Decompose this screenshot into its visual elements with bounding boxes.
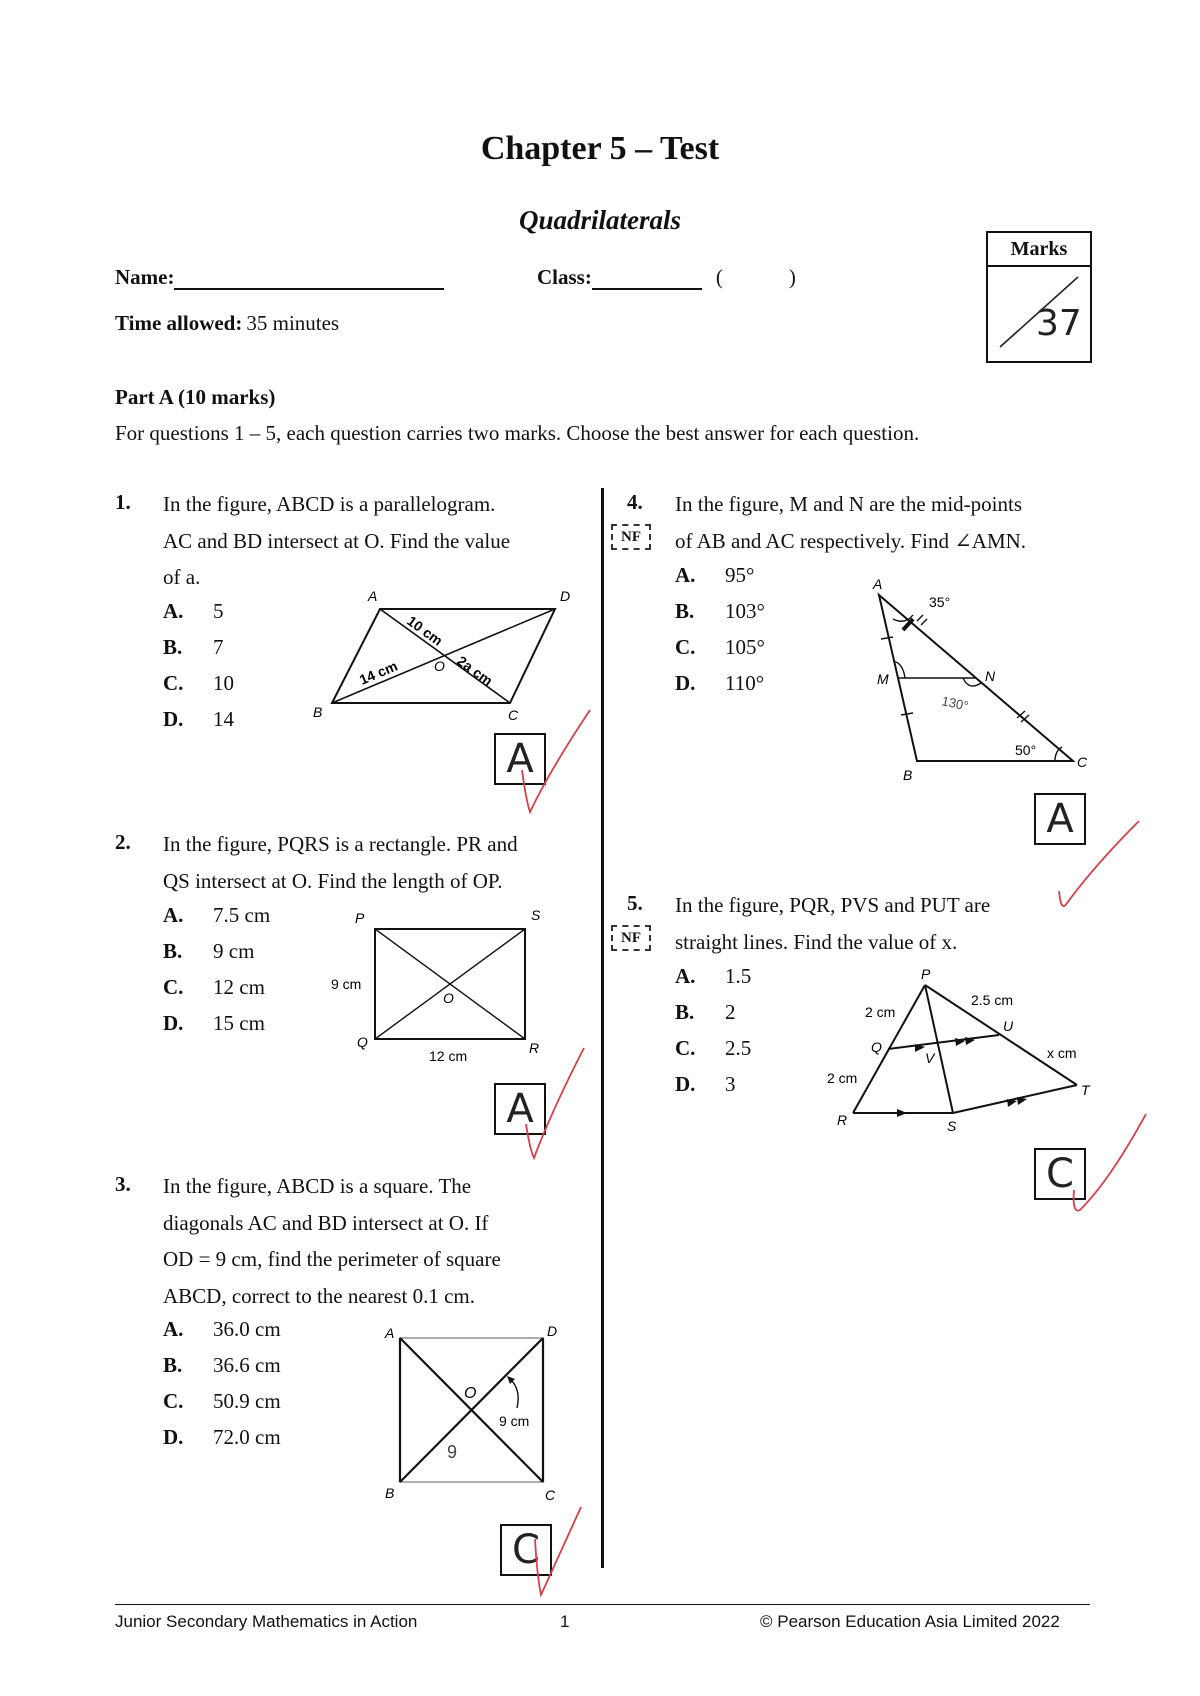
option-d-value: 14 xyxy=(213,707,234,731)
question-line: In the figure, PQR, PVS and PUT are xyxy=(675,893,991,917)
class-blank[interactable] xyxy=(592,266,702,290)
correct-tick-icon xyxy=(512,1040,592,1170)
correct-tick-icon xyxy=(510,700,600,825)
answer-box[interactable]: A xyxy=(494,1083,546,1135)
option-d-letter: D. xyxy=(163,707,184,731)
segment-label: 2 cm xyxy=(865,1004,896,1020)
option-b-value: 9 cm xyxy=(213,939,255,963)
option-a-letter: A. xyxy=(675,964,696,988)
segment-label: 14 cm xyxy=(356,657,400,688)
option-d-letter: D. xyxy=(675,671,696,695)
question-line: straight lines. Find the value of x. xyxy=(675,929,958,954)
vertex-label: B xyxy=(313,704,323,720)
option-a-value: 5 xyxy=(213,599,224,623)
answer-box[interactable]: C xyxy=(500,1524,552,1576)
question-line: of a. xyxy=(163,565,201,589)
question-line: OD = 9 cm, find the perimeter of square xyxy=(163,1247,501,1271)
vertex-label: A xyxy=(385,1325,395,1341)
question-text xyxy=(163,486,603,596)
question-line: In the figure, M and N are the mid-points xyxy=(675,492,1022,516)
question-line: of AB and AC respectively. Find ∠AMN. xyxy=(675,528,1027,553)
nf-tag: NF xyxy=(611,524,651,550)
question-number: 5. xyxy=(627,891,643,915)
vertex-label: Q xyxy=(871,1039,882,1055)
correct-tick-icon xyxy=(515,1505,595,1615)
handwritten-note: 9 xyxy=(447,1442,458,1462)
option-b-letter: B. xyxy=(675,599,695,623)
vertex-label: C xyxy=(1077,754,1088,770)
vertex-label: R xyxy=(529,1040,540,1056)
time-label: Time allowed: xyxy=(115,311,243,335)
vertex-label: S xyxy=(531,907,541,923)
vertex-label: S xyxy=(947,1118,957,1134)
option-a-value: 1.5 xyxy=(725,964,752,988)
question-text xyxy=(163,1168,603,1314)
option-c-letter: C. xyxy=(163,975,184,999)
option-d-value: 72.0 cm xyxy=(213,1425,281,1449)
question-number: 4. xyxy=(627,490,643,514)
marks-score: 37 xyxy=(1036,303,1082,344)
vertex-label: U xyxy=(1003,1018,1014,1034)
class-field-row xyxy=(537,265,796,290)
name-blank[interactable] xyxy=(174,266,444,290)
option-c-letter: C. xyxy=(163,1389,184,1413)
question-line: diagonals AC and BD intersect at O. If xyxy=(163,1210,489,1235)
option-d-value: 15 cm xyxy=(213,1011,265,1035)
segment-label: 2 cm xyxy=(827,1070,858,1086)
name-label: Name: xyxy=(115,265,175,289)
angle-label: 35° xyxy=(929,594,951,610)
option-c-value: 12 cm xyxy=(213,975,265,999)
segment-label: 12 cm xyxy=(429,1048,468,1064)
segment-label: 10 cm xyxy=(404,612,446,649)
vertex-label: N xyxy=(985,668,996,684)
option-c-value: 10 xyxy=(213,671,234,695)
option-d-letter: D. xyxy=(163,1425,184,1449)
question-text xyxy=(675,486,1105,559)
vertex-label: O xyxy=(434,658,445,674)
column-divider xyxy=(601,488,604,1568)
answer-box[interactable]: A xyxy=(1034,793,1086,845)
part-a-heading: Part A (10 marks) xyxy=(115,385,276,409)
segment-label: 9 cm xyxy=(331,976,362,992)
option-b-letter: B. xyxy=(163,1353,183,1377)
vertex-label: M xyxy=(877,671,889,687)
segment-label: 9 cm xyxy=(499,1413,530,1429)
square-figure xyxy=(375,1320,570,1505)
correct-tick-icon xyxy=(1050,1110,1150,1220)
part-a-instructions: For questions 1 – 5, each question carries two marks. Choose the best answer for each question. xyxy=(115,421,920,445)
question-line: In the figure, ABCD is a parallelogram. xyxy=(163,492,496,516)
marks-label: Marks xyxy=(988,233,1090,267)
page-number: 1 xyxy=(560,1612,570,1631)
vertex-label: O xyxy=(464,1385,477,1402)
vertex-label: V xyxy=(925,1050,935,1066)
option-a-value: 7.5 cm xyxy=(213,903,271,927)
vertex-label: C xyxy=(545,1487,556,1503)
option-a-letter: A. xyxy=(163,599,184,623)
option-c-value: 50.9 cm xyxy=(213,1389,281,1413)
vertex-label: R xyxy=(837,1112,848,1128)
angle-label: 50° xyxy=(1015,742,1037,758)
vertex-label: P xyxy=(355,910,365,926)
option-c-value: 2.5 xyxy=(725,1036,752,1060)
option-a-letter: A. xyxy=(163,1317,184,1341)
option-d-letter: D. xyxy=(675,1072,696,1096)
footer-left: Junior Secondary Mathematics in Action xyxy=(115,1612,418,1631)
question-number: 2. xyxy=(115,830,131,854)
answer-box[interactable]: A xyxy=(494,733,546,785)
option-b-letter: B. xyxy=(675,1000,695,1024)
question-line: AC and BD intersect at O. Find the value xyxy=(163,528,511,553)
vertex-label: D xyxy=(560,588,570,604)
class-number-open: ( xyxy=(715,265,723,289)
option-c-letter: C. xyxy=(675,1036,696,1060)
option-a-value: 95° xyxy=(725,563,755,587)
option-a-letter: A. xyxy=(675,563,696,587)
vertex-label: A xyxy=(873,576,883,592)
segment-label: x cm xyxy=(1047,1045,1077,1061)
segment-label: 2.5 cm xyxy=(971,992,1014,1008)
handwritten-note: 130° xyxy=(940,693,970,714)
vertex-label: B xyxy=(903,767,913,783)
vertex-label: A xyxy=(368,588,378,604)
option-c-value: 105° xyxy=(725,635,765,659)
time-row xyxy=(115,311,339,336)
vertex-label: O xyxy=(443,990,454,1006)
page-title: Chapter 5 – Test xyxy=(480,130,720,167)
question-line: In the figure, ABCD is a square. The xyxy=(163,1174,472,1198)
time-value: 35 minutes xyxy=(246,311,340,335)
question-line: ABCD, correct to the nearest 0.1 cm. xyxy=(163,1283,475,1308)
vertex-label: Q xyxy=(357,1034,368,1050)
vertex-label: C xyxy=(508,707,519,723)
segment-label: 2a cm xyxy=(454,652,496,689)
answer-box[interactable]: C xyxy=(1034,1148,1086,1200)
option-b-value: 103° xyxy=(725,599,765,623)
vertex-label: T xyxy=(1081,1082,1090,1098)
option-c-letter: C. xyxy=(675,635,696,659)
option-a-letter: A. xyxy=(163,903,184,927)
vertex-label: B xyxy=(385,1485,395,1501)
option-b-value: 7 xyxy=(213,635,224,659)
class-label: Class: xyxy=(537,265,592,289)
option-b-letter: B. xyxy=(163,635,183,659)
option-d-value: 110° xyxy=(725,671,765,695)
option-d-letter: D. xyxy=(163,1011,184,1035)
vertex-label: P xyxy=(921,966,931,982)
question-line: QS intersect at O. Find the length of OP. xyxy=(163,868,503,893)
option-c-letter: C. xyxy=(163,671,184,695)
name-field-row xyxy=(115,265,444,290)
question-text xyxy=(675,887,1105,960)
option-b-value: 2 xyxy=(725,1000,736,1024)
footer-rule xyxy=(115,1604,1090,1605)
nf-tag: NF xyxy=(611,925,651,951)
footer-right: © Pearson Education Asia Limited 2022 xyxy=(760,1612,1060,1631)
class-number-close: ) xyxy=(788,265,796,289)
option-b-value: 36.6 cm xyxy=(213,1353,281,1377)
page-subtitle: Quadrilaterals xyxy=(518,205,682,235)
option-d-value: 3 xyxy=(725,1072,736,1096)
option-b-letter: B. xyxy=(163,939,183,963)
triangle-figure xyxy=(865,575,1095,790)
question-number: 1. xyxy=(115,490,131,514)
question-number: 3. xyxy=(115,1172,131,1196)
question-line: In the figure, PQRS is a rectangle. PR and xyxy=(163,832,518,856)
marks-box xyxy=(986,231,1092,363)
option-a-value: 36.0 cm xyxy=(213,1317,281,1341)
question-text xyxy=(163,826,603,899)
vertex-label: D xyxy=(547,1323,558,1339)
